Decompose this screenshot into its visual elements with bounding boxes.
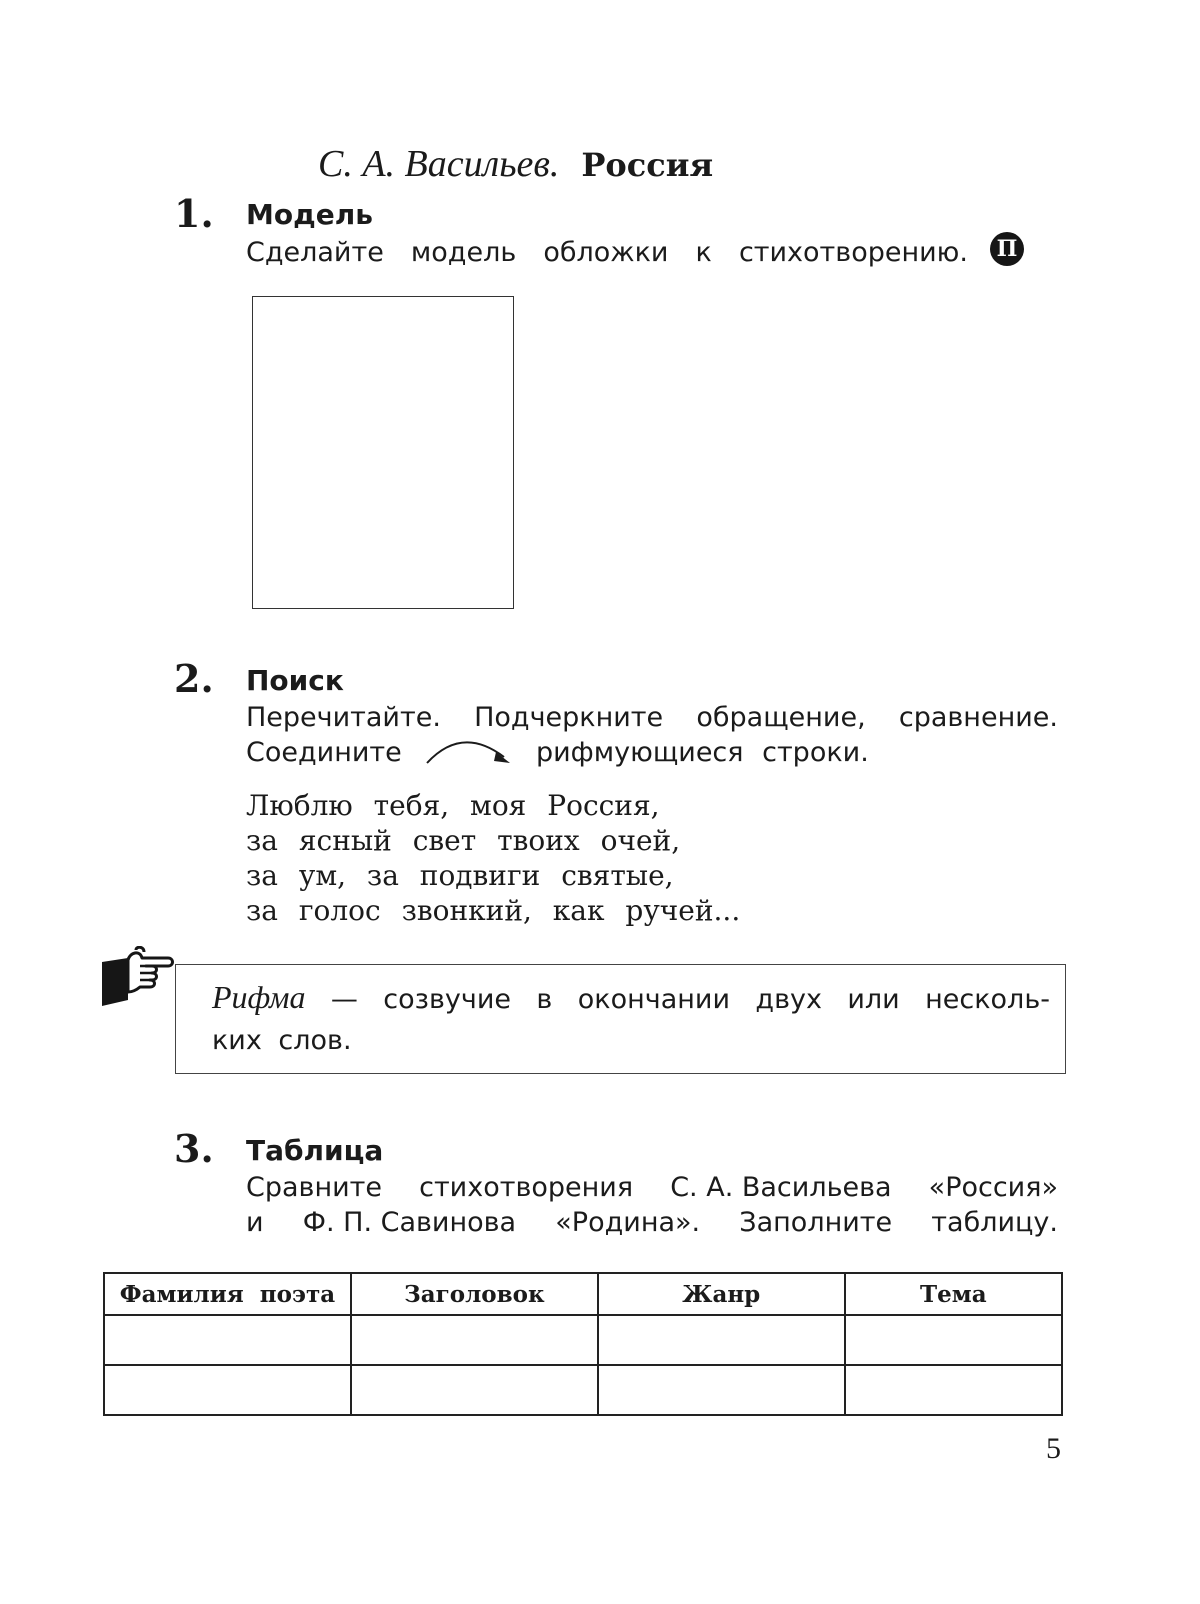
table-cell[interactable] (598, 1365, 845, 1415)
table-row (104, 1365, 1062, 1415)
definition-line2: ких слов. (212, 1025, 352, 1056)
word: в (536, 984, 553, 1015)
table-row (104, 1315, 1062, 1365)
word: окончании (577, 984, 730, 1015)
word: таблицу. (931, 1207, 1058, 1238)
task-2-instruction-line2-start: Соедините (246, 737, 402, 768)
word: «Родина». (555, 1207, 701, 1238)
poem-line: за ясный свет твоих очей, (246, 824, 681, 857)
connect-arrow-icon (424, 733, 516, 767)
word: Заполните (739, 1207, 893, 1238)
word: и (246, 1207, 264, 1238)
circle-letter-icon: П (990, 232, 1024, 266)
table-cell[interactable] (598, 1315, 845, 1365)
task-1-heading: Модель (246, 198, 373, 231)
header-title: Заголовок (351, 1273, 598, 1315)
table-cell[interactable] (104, 1315, 351, 1365)
task-3-heading: Таблица (246, 1134, 384, 1167)
word: — (330, 984, 358, 1015)
task-2-instruction-line2-end: рифмующиеся строки. (536, 737, 869, 768)
word: созвучие (383, 984, 512, 1015)
cover-drawing-box[interactable] (252, 296, 514, 609)
table-cell[interactable] (104, 1365, 351, 1415)
word: обложки (543, 237, 669, 268)
pointing-hand-icon (100, 946, 176, 1008)
definition-box (175, 964, 1066, 1074)
word: или (847, 984, 900, 1015)
poem-author: С. А. Васильев. (318, 143, 560, 185)
poem-line: Люблю тебя, моя Россия, (246, 789, 660, 822)
poem-title: Россия (581, 146, 714, 184)
table-cell[interactable] (351, 1315, 598, 1365)
task-3-instruction-line1 (246, 1172, 1058, 1203)
definition-line1 (212, 979, 1050, 1016)
word: стихотворения (419, 1172, 634, 1203)
task-2-heading: Поиск (246, 664, 344, 697)
word: Сделайте (246, 237, 384, 268)
header-theme: Тема (845, 1273, 1062, 1315)
task-2-number: 2. (174, 656, 214, 701)
task-1-instruction (246, 237, 968, 268)
definition-term: Рифма (212, 979, 306, 1015)
task-2-instruction-line1 (246, 702, 1058, 733)
word: С. А. Васильева (670, 1172, 892, 1203)
table-cell[interactable] (845, 1315, 1062, 1365)
poem-line: за ум, за подвиги святые, (246, 859, 674, 892)
comparison-table (103, 1272, 1063, 1416)
table-header-row (104, 1273, 1062, 1315)
word: Ф. П. Савинова (302, 1207, 517, 1238)
header-genre: Жанр (598, 1273, 845, 1315)
word: модель (410, 237, 517, 268)
header-poet-surname: Фамилия поэта (104, 1273, 351, 1315)
word: Подчеркните (474, 702, 664, 733)
word: Сравните (246, 1172, 382, 1203)
table-cell[interactable] (351, 1365, 598, 1415)
word: обращение, (696, 702, 866, 733)
task-1-number: 1. (174, 191, 214, 236)
word: Перечитайте. (246, 702, 441, 733)
poem-line: за голос звонкий, как ручей... (246, 894, 741, 927)
word: стихотворению. (738, 237, 968, 268)
word: к (695, 237, 712, 268)
word: двух (755, 984, 822, 1015)
page-number: 5 (1046, 1432, 1061, 1465)
word: сравнение. (898, 702, 1058, 733)
task-3-number: 3. (174, 1126, 214, 1171)
page-title (318, 142, 713, 186)
task-3-instruction-line2 (246, 1207, 1058, 1238)
word: «Россия» (928, 1172, 1058, 1203)
poem-excerpt (246, 788, 740, 928)
table-cell[interactable] (845, 1365, 1062, 1415)
word: несколь- (925, 984, 1050, 1015)
